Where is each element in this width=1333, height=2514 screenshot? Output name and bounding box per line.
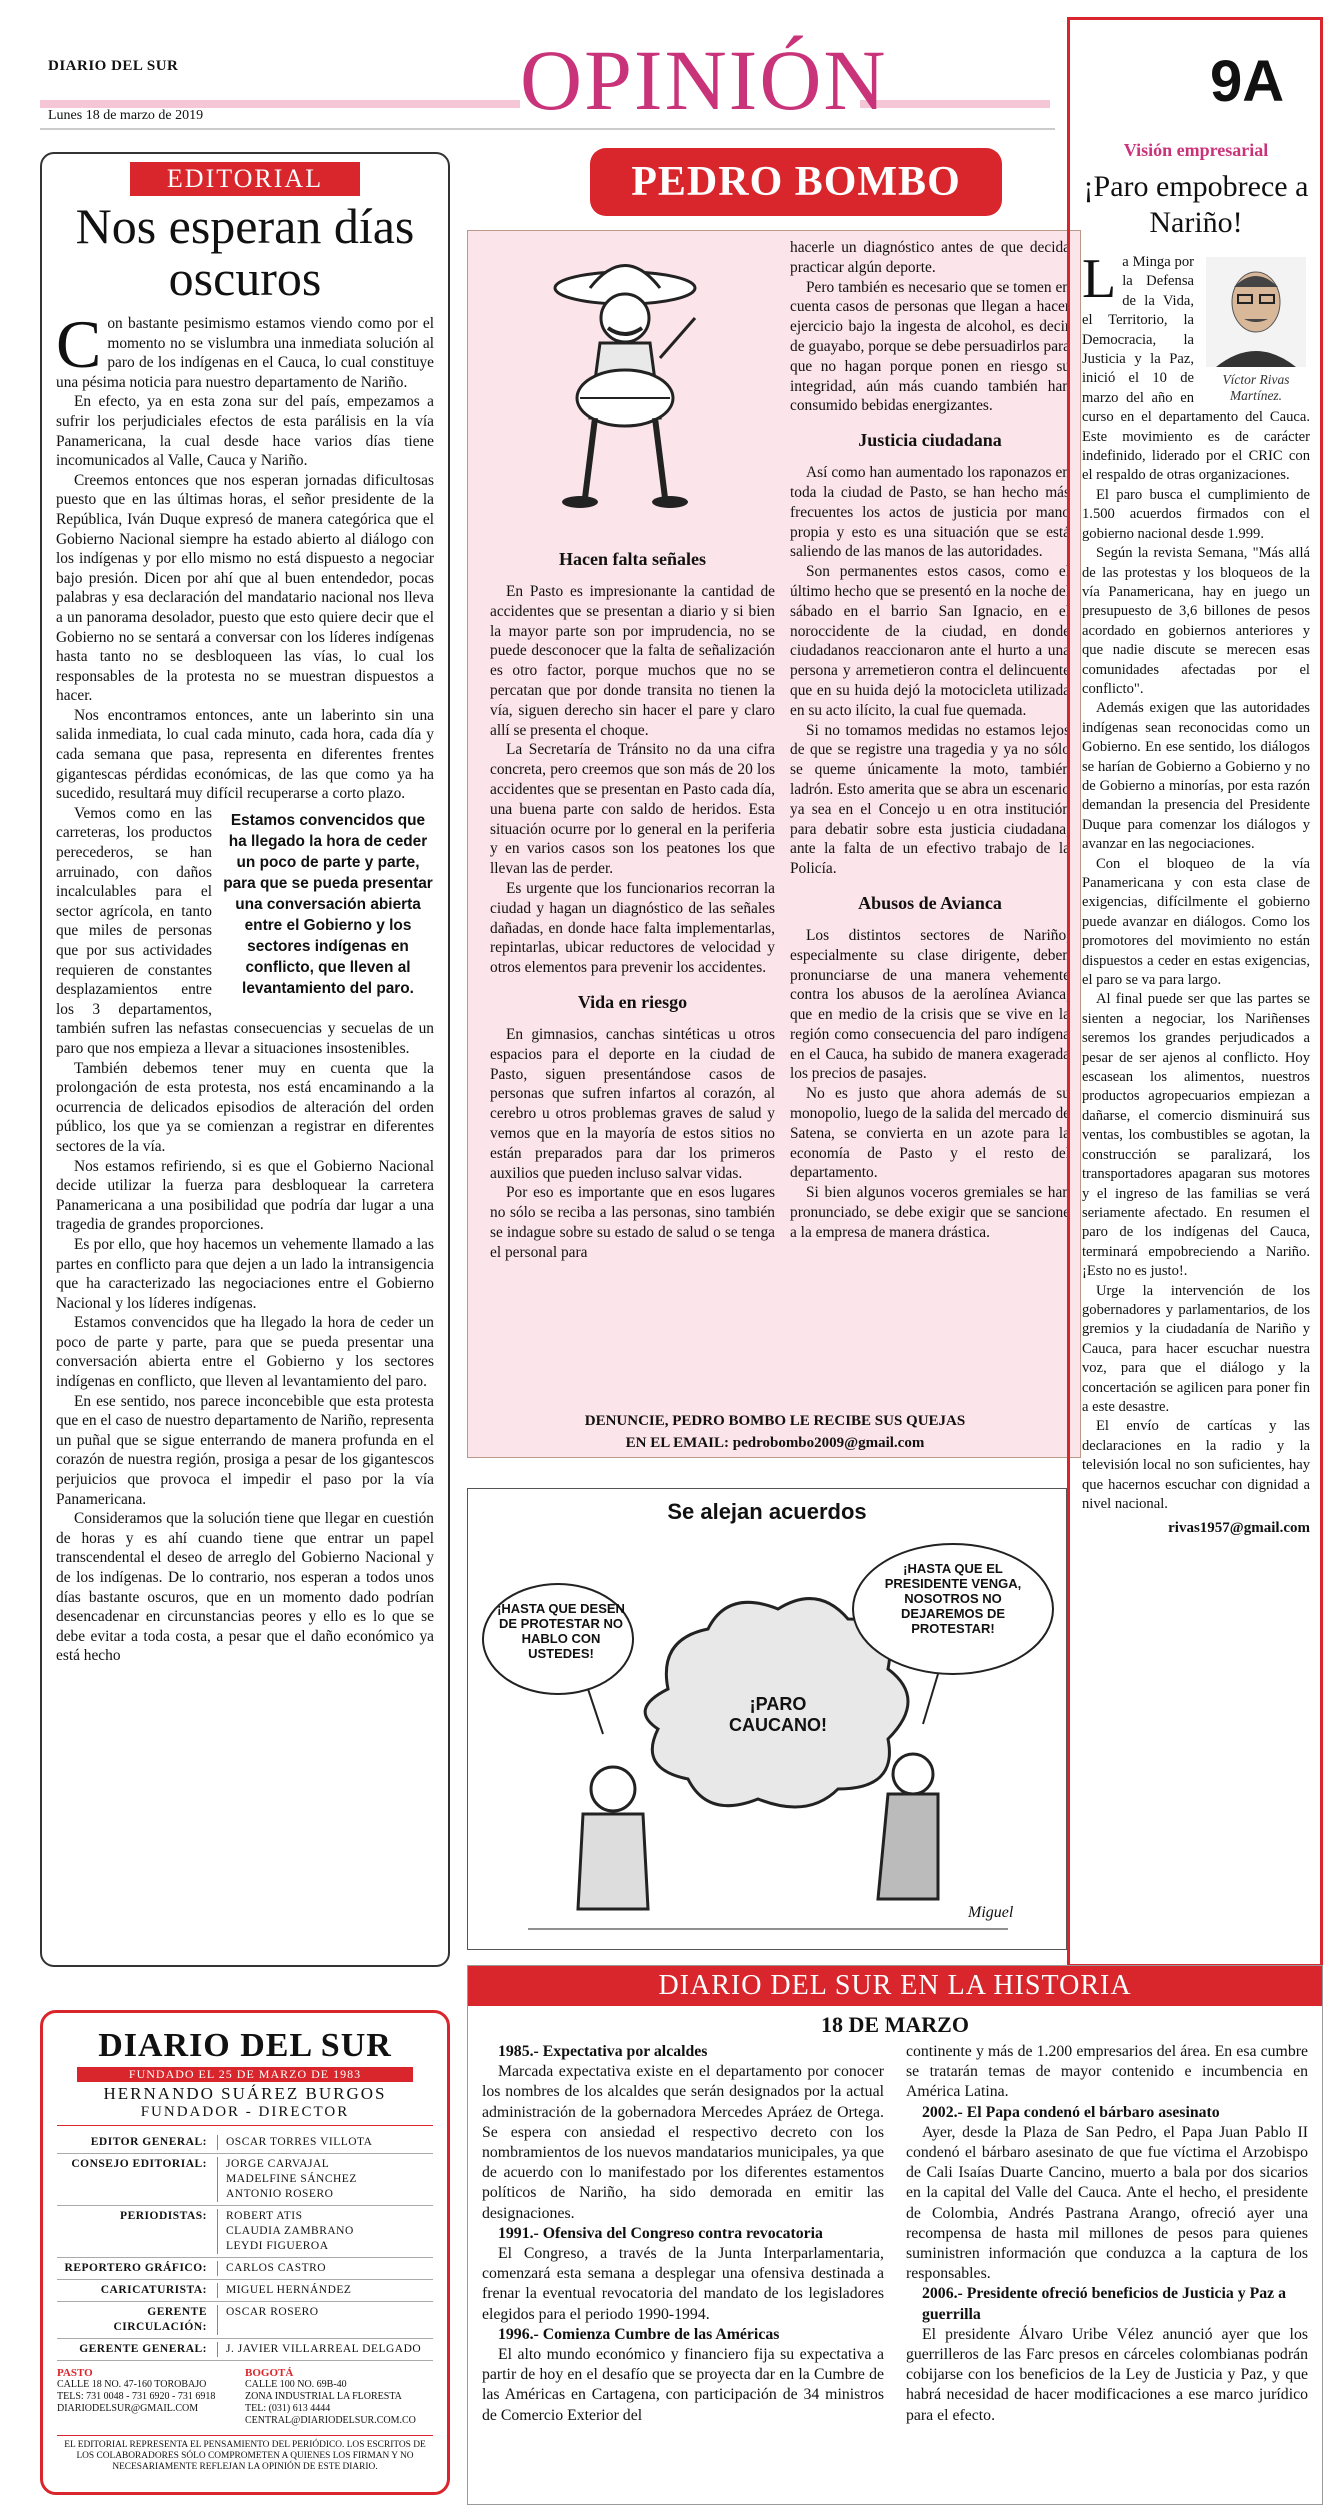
historia-entry-text: Ayer, desde la Plaza de San Pedro, el Papa Juan Pablo II condenó el bárbaro asesinato de que fue víctima el Arzobispo de Cali Isaías Duarte Cancino, muerto a bala por dos sicarios en la capital del Valle del Cauca. Ante el hecho, el presidente de Colombia, Andrés Pastrana Arango, ofreció ayer una recompensa de hasta mil millones de pesos para quienes suministren información que conduzca a la captura de los responsables. (906, 2123, 1308, 2283)
staff-brand: DIARIO DEL SUR (98, 2027, 392, 2064)
masthead-accent-bar-right (860, 100, 1050, 108)
pedro-bombo-paragraph: No es justo que ahora además de su monopolio, luego de la salida del mercado de Satena, se convierta en un azote para la economía de Pasto y el resto del departamento. (790, 1085, 1070, 1182)
column-paragraph: Al final puede ser que las partes se sienten a negociar, los Nariñenses seremos los grandes perjudicados a pesar de ser ajenos al conflicto. Hoy escasean los alimentos, nuestros productos agropecuarios empiezan a dañarse, el comercio disminuirá sus ventas, los combustibles se agotan, la construcción se paralizará, los transportadores apagaran sus motores y el ingreso de las familias se verá seriamente afectado. En resumen el paro de los indígenas del Cauca, terminará empobreciendo a Nariño. ¡Esto no es justo!. (1082, 991, 1310, 1280)
author-photo (1202, 257, 1310, 404)
staff-role: GERENTE CIRCULACIÓN: (113, 2306, 207, 2333)
pedro-bombo-paragraph: Son permanentes estos casos, como el último hecho que se presentó en la noche del sábado en el barrio San Ignacio, en el noroccidente de la ciudad, en donde ciudadanos reaccionaron ante el hurto a una persona y arremetieron contra el delincuente que en su huida dejó la motocicleta utilizada en su acto ilícito, la cual fue quemada. (790, 563, 1070, 719)
staff-names: JORGE CARVAJAL MADELFINE SÁNCHEZ ANTONIO ROSERO (217, 2157, 433, 2202)
editorial-paragraph: Nos estamos refiriendo, si es que el Gobierno Nacional decide utilizar la fuerza para desbloquear la carretera Panamericana a una posibilidad que podría dar lugar a una tragedia de grandes proporciones. (56, 1157, 434, 1234)
cartoonist-signature: Miguel (968, 1904, 1014, 1921)
historia-entry-text: Marcada expectativa existe en el departamento por conocer los nombres de los alcaldes que serán designados por la actual administración de la gobernadora Mercedes Apráez de Ortega. Se espera con ansiedad el respectivo decreto con los nombramientos de los nuevos mandatarios municipales, ya que de acuerdo con lo manifestado por los diferentes estamentos políticos de Nariño, ha sido demorada en emitir las designaciones. (482, 2063, 884, 2222)
pedro-bombo-paragraph: Los distintos sectores de Nariño, especialmente su clase dirigente, deben pronunciarse de una manera vehemente contra los abusos de la aerolínea Avianca, que en medio de la crisis que se vive en la región como consecuencia del paro indígena en el Cauca, ha subido de manera exagerada los precios de pasajes. (790, 926, 1070, 1083)
staff-role: EDITOR GENERAL: (90, 2136, 207, 2148)
editorial-disclaimer: EL EDITORIAL REPRESENTA EL PENSAMIENTO DEL PERIÓDICO. LOS ESCRITOS DE LOS COLABORADORES SÓLO COMPROMETEN A QUIENES LOS FIRMAN Y NO NECESARIAMENTE REFLEJAN LA OPINIÓN DE ESTE DIARIO. (57, 2435, 433, 2473)
staff-names: ROBERT ATIS CLAUDIA ZAMBRANO LEYDI FIGUEROA (217, 2209, 433, 2254)
editorial-paragraph: Es por ello, que hoy hacemos un vehemente llamado a las partes en conflicto para que dejen a un lado la intransigencia que ha caracterizado las negociaciones entre el Gobierno Nacional y los líderes indígenas. (56, 1235, 434, 1312)
pedro-bombo-subhead: Justicia ciudadana (858, 430, 1002, 451)
vision-empresarial-column (1067, 17, 1323, 1967)
editorial-pullquote: Estamos convencidos que ha llegado la hora de ceder un poco de parte y parte, para que se pueda presentar una conversación abierta entre el Gobierno y los sectores indígenas en conflicto, que lleven al levantamiento del paro. (223, 811, 433, 997)
column-paragraph: Urge la intervención de los gobernadores y parlamentarios, de los gremios y la ciudadanía de Nariño y Cauca, para hacer escuchar nuestra voz, para que el diálogo y la concertación se agilicen para poner fin a este desastre. (1082, 1282, 1310, 1415)
pedro-bombo-paragraph: Es urgente que los funcionarios recorran la ciudad y hagan un diagnóstico de las señales dañadas, en donde hace falta implementarlas, repintarlas, ubicar reductores de velocidad y otros elementos para prevenir los accidentes. (490, 879, 775, 977)
column-dropcap: L (1082, 248, 1117, 310)
office-address: CALLE 18 NO. 47-160 TOROBAJO TELS: 731 0048 - 731 6920 - 731 6918 DIARIODELSUR@GMAIL.COM (57, 2379, 216, 2414)
staff-names: OSCAR TORRES VILLOTA (217, 2135, 433, 2150)
office-city: BOGOTÁ (245, 2367, 294, 2379)
office-city: PASTO (57, 2367, 93, 2379)
editorial-paragraph: Vemos como en las carreteras, los productos perecederos, se han arruinado, con daños incalculables para el sector agrícola, en tanto que miles de personas que por sus actividades requieren de constantes desplazamientos entre los 3 departamentos, también sufren las nefastas consecuencias y secuelas de un paro que nos empieza a llevar a situaciones insostenibles. (56, 804, 434, 1057)
historia-section (467, 1965, 1323, 2505)
editorial-dropcap: C (56, 306, 102, 382)
staff-names: J. JAVIER VILLARREAL DELGADO (217, 2342, 433, 2357)
masthead-brand: DIARIO DEL SUR (48, 58, 179, 74)
staff-row (57, 2206, 433, 2258)
founder-title: FUNDADOR - DIRECTOR (57, 2104, 433, 2126)
staff-row (57, 2258, 433, 2280)
column-kicker: Visión empresarial (1123, 140, 1269, 160)
staff-role: GERENTE GENERAL: (79, 2343, 207, 2355)
masthead-rule (40, 128, 1055, 130)
office-address: CALLE 100 NO. 69B-40 ZONA INDUSTRIAL LA FLORESTA TEL: (031) 613 4444 CENTRAL@DIARIODELSUR.COM.CO (245, 2379, 416, 2426)
pedro-bombo-subhead: Abusos de Avianca (858, 892, 1002, 913)
historia-entry-heading: 2006.- Presidente ofreció beneficios de Justicia y Paz a guerrilla (922, 2285, 1286, 2323)
historia-entry-text: El alto mundo económico y financiero fija su expectativa a partir de hoy en el desafío que se proyecta dar en la Cumbre de las Américas en Cartagena, con participación de 34 ministros de Comercio Exterior del (482, 2346, 884, 2424)
pedro-bombo-paragraph: En gimnasios, canchas sintéticas u otros espacios para el deporte en la ciudad de Pasto, siguen presentándose casos de personas que sufren infartos al corazón, al cerebro u otros problemas graves de salud y vemos que en la mayoría de estos sitios no están preparados para dar los primeros auxilios que pueden incluso salvar vidas. (490, 1025, 775, 1182)
author-portrait-icon (1206, 257, 1306, 367)
editorial-paragraph: En ese sentido, nos parece inconcebible que esta protesta que en el caso de nuestro departamento de Nariño, representa un puñal que se sigue enterrando de manera profunda en el corazón de nuestra región, prosiga a pesar de los gigantescos perjuicios que provoca el impedir el paso por la vía Panamericana. (56, 1392, 434, 1508)
column-paragraph: El envío de cartícas y las declaraciones en la radio y la televisión local no son suficientes, hay que hacernos escuchar con dignidad a nivel nacional. (1082, 1418, 1310, 1512)
pedro-bombo-banner: PEDRO BOMBO (590, 148, 1002, 216)
staff-row (57, 2132, 433, 2154)
staff-box (40, 2010, 450, 2495)
staff-row (57, 2154, 433, 2206)
editorial-paragraph: on bastante pesimismo estamos viendo como por el momento no se vislumbra una inmediata solución al paro de los indígenas en el Cauca, lo cual constituye una pésima noticia para nuestro departamento de Nariño. (56, 315, 434, 391)
staff-role: REPORTERO GRÁFICO: (64, 2262, 207, 2274)
historia-entry-text: continente y más de 1.200 empresarios del área. En esa cumbre se tratarán temas de mayor contenido e incumbencia en América Latina. (906, 2043, 1308, 2101)
editorial-tag: EDITORIAL (130, 162, 360, 196)
publication-date: Lunes 18 de marzo de 2019 (48, 108, 204, 123)
editorial-headline: Nos esperan días oscuros (75, 198, 415, 306)
cartoon-speech-bubble-left: ¡HASTA QUE DESEN DE PROTESTAR NO HABLO CON USTEDES! (497, 1601, 625, 1661)
pedro-bombo-paragraph: La Secretaría de Tránsito no da una cifra concreta, pero creemos que son más de 20 los accidentes que se presentan en Pasto cada día, una buena parte con saldo de heridos. Esta situación ocurre por lo general en la periferia y en varios casos son los peatones los que llevan las de perder. (490, 741, 775, 878)
cartoon-speech-bubble-right: ¡HASTA QUE EL PRESIDENTE VENGA, NOSOTROS NO DEJAREMOS DE PROTESTAR! (884, 1561, 1022, 1636)
editorial-box (40, 152, 450, 1967)
founding-date: FUNDADO EL 25 DE MARZO DE 1983 (77, 2067, 413, 2082)
historia-entry-heading: 1996.- Comienza Cumbre de las Américas (498, 2325, 780, 2343)
historia-columns (468, 2042, 1322, 2426)
staff-row (57, 2280, 433, 2302)
column-paragraph: a Minga por la Defensa de la Vida, el Territorio, la Democracia, la Justicia y la Paz, inició el 10 de marzo del año en curso en el departamento del Cauca. Este movimiento es de carácter indefinido, liderado por el CRIC con el respaldo de otras organizaciones. (1082, 254, 1310, 484)
pedro-bombo-paragraph: Así como han aumentado los raponazos en toda la ciudad de Pasto, se han hecho más frecuentes los actos de justicia por mano propia y esto es una situación que se está saliendo de las manos de las autoridades. (790, 464, 1070, 561)
pedro-bombo-subhead: Hacen falta señales (559, 549, 706, 569)
column-paragraph: Además exigen que las autoridades indígenas sean reconocidas como un Gobierno. En ese sentido, los diálogos se harían de Gobierno a Gobierno y no de Gobierno a minorías, por esta razón demandan la presencia del Presidente Duque para comenzar los diálogos y avanzar en las negociaciones. (1082, 700, 1310, 853)
editorial-paragraph: También debemos tener muy en cuenta que la prolongación de esta protesta, nos está encaminando a la ocurrencia de delicados episodios de alteración del orden público, los que ya se comienzan a registrar en diferentes sectores de la vía. (56, 1059, 434, 1155)
editorial-paragraph: En efecto, ya en esta zona sur del país, empezamos a sufrir los perjudiciales efectos de esta parálisis en la vía Panamericana, la cual desde hace varios días tiene incomunicados al Valle, Cauca y Nariño. (56, 393, 434, 470)
founder-name: HERNANDO SUÁREZ BURGOS (103, 2084, 387, 2103)
staff-role: CARICATURISTA: (100, 2284, 207, 2296)
historia-banner: DIARIO DEL SUR EN LA HISTORIA (468, 1966, 1322, 2006)
historia-entry-text: El Congreso, a través de la Junta Interparlamentaria, comenzará esta semana a desplegar una ofensiva destinada a frenar la eventual revocatoria del mandato de los legisladores elegidos para el periodo 1990-1994. (482, 2245, 884, 2323)
pedro-bombo-contact (480, 1410, 1070, 1454)
column-paragraph: Con el bloqueo de la vía Panamericana y con esta clase de exigencias, difícilmente el gobierno puede avanzar en diálogos. Como los promotores del movimiento no están dispuestos a ceder en estas exigencias, el paro se va para largo. (1082, 855, 1310, 989)
staff-names: MIGUEL HERNÁNDEZ (217, 2283, 433, 2298)
pedro-bombo-paragraph: Por eso es importante que en esos lugares no sólo se reciba a las personas, sino también se indague sobre su estado de salud o se tenga el personal para (490, 1184, 775, 1261)
staff-names: CARLOS CASTRO (217, 2261, 433, 2276)
pedro-bombo-drummer-illustration (520, 248, 730, 518)
pedro-bombo-paragraph: Si no tomamos medidas no estamos lejos de que se registre una tragedia y ya no sólo se queme únicamente la moto, también ladrón. Esto amerita que se abra un escenario ya sea en el Concejo u en otra institución para debatir sobre esta justicia ciudadana, ante la falta de un efectivo trabajo de la Policía. (790, 721, 1070, 878)
pedro-bombo-contact-line: DENUNCIE, PEDRO BOMBO LE RECIBE SUS QUEJAS (584, 1413, 966, 1429)
editorial-paragraph: Nos encontramos entonces, ante un laberinto sin una salida inmediata, lo cual cada minuto, cada hora, cada día y cada semana que pasa, representa en diferentes frentes gigantescas pérdidas económicas, de las que como ya ha sucedido, resultará muy difícil recuperarse a corto plazo. (56, 706, 434, 803)
staff-role: PERIODISTAS: (120, 2210, 207, 2222)
author-email: rivas1957@gmail.com (1168, 1520, 1310, 1537)
pedro-bombo-paragraph: hacerle un diagnóstico antes de que decida practicar algún deporte. (790, 239, 1070, 276)
pedro-bombo-paragraph: En Pasto es impresionante la cantidad de accidentes que se presentan a diario y si bien la mayor parte son por imprudencia, no se puede desconocer que la falta de señalización es otro factor, porque muchos que no se percatan que por donde transita no tienen la vía, siguen derecho sin hacer el pare y claro allí se presenta el choque. (490, 583, 775, 739)
column-headline: ¡Paro empobrece a Nariño! (1083, 170, 1309, 239)
cartoon-title: Se alejan acuerdos (667, 1499, 867, 1524)
historia-date: 18 DE MARZO (821, 2012, 969, 2037)
pedro-bombo-paragraph: Si bien algunos voceros gremiales se han pronunciado, se debe exigir que se sancione a la empresa de manera drástica. (790, 1184, 1070, 1241)
pedro-bombo-column-1 (490, 535, 775, 1263)
editorial-paragraph: Estamos convencidos que ha llegado la hora de ceder un poco de parte y parte, para que se pueda presentar una conversación abierta entre el Gobierno y los sectores indígenas en conflicto, que lleven al levantamiento del paro. (56, 1314, 434, 1391)
editorial-paragraph: Creemos entonces que nos esperan jornadas dificultosas puesto que en las últimas horas, el señor presidente de la República, Iván Duque expresó de manera categórica que el Gobierno Nacional siempre ha estado abierto al diálogo con los indígenas y por ello mismo no está dispuesto a negociar bajo presión. Dicen por ahí que al buen entendedor, pocas palabras y esa declaración del mandatario nacional nos lleva a un panorama desolador, puesto que esto quiere decir que el Gobierno no se sentará a conversar con los líderes indígenas hasta tanto no se desbloqueen las vías, lo cual los responsables de la protesta no se muestran dispuestos a hacer. (56, 471, 434, 705)
editorial-body (56, 306, 434, 1666)
staff-role: CONSEJO EDITORIAL: (71, 2158, 207, 2170)
historia-column-1 (482, 2042, 884, 2426)
historia-entry-heading: 1985.- Expectativa por alcaldes (498, 2043, 708, 2060)
column-paragraph: Según la revista Semana, "Más allá de las protestas y los bloqueos de la vía Panamericana, hay en juego un presupuesto de 3,6 billones de pesos acordado en gobiernos anteriores y que nadie discute se merecen esas comunidades afectadas por el conflicto". (1082, 545, 1310, 697)
historia-entry-text: El presidente Álvaro Uribe Vélez anunció ayer que los guerrilleros de las Farc presos en cárceles colombianas podrán cobijarse con los beneficios de la Ley de Justicia y Paz, y que habrá necesidad de hacer modificaciones a ese marco jurídico para el efecto. (906, 2325, 1308, 2424)
section-title: OPINIÓN (520, 32, 888, 128)
staff-row (57, 2302, 433, 2339)
office-addresses (57, 2367, 433, 2427)
pedro-bombo-column-2 (790, 238, 1070, 1243)
page-number: 9A (1210, 49, 1285, 114)
cartoon-cloud-text: ¡PARO CAUCANO! (729, 1694, 827, 1735)
staff-names: OSCAR ROSERO (217, 2305, 433, 2335)
editorial-paragraph: Consideramos que la solución tiene que llegar en cuestión de horas y es ahí cuando tiene que entrar un papel transcendental el deseo de arreglo del Gobierno Nacional y de los indígenas. De lo contrario, nos esperan a todos unos días bastante oscuros, que en un momento dado podrían desencadenar en circunstancias peores y ello es lo que se debe evitar a toda costa, a pesar que el daño económico ya está hecho (56, 1510, 434, 1665)
staff-row (57, 2339, 433, 2361)
historia-entry-heading: 2002.- El Papa condenó el bárbaro asesinato (922, 2103, 1220, 2121)
masthead-accent-bar (40, 100, 520, 108)
pedro-bombo-paragraph: Pero también es necesario que se tomen en cuenta casos de personas que llegan a hacer ejercicio bajo la ingesta de alcohol, es decir de guayabo, porque se debe persuadirlos para que no hagan porque ponen en riesgo su integridad, aún más cuando también han consumido bebidas energizantes. (790, 278, 1070, 415)
column-body (1082, 248, 1310, 1514)
staff-list (57, 2132, 433, 2361)
office-pasto (57, 2367, 245, 2427)
office-bogota (245, 2367, 433, 2427)
pedro-bombo-subhead: Vida en riesgo (577, 991, 688, 1012)
column-paragraph: El paro busca el cumplimiento de 1.500 acuerdos firmados con el gobierno nacional desde 1.999. (1082, 486, 1310, 542)
author-name: Víctor Rivas Martínez. (1222, 372, 1290, 403)
historia-entry-heading: 1991.- Ofensiva del Congreso contra revocatoria (498, 2224, 823, 2242)
pedro-bombo-contact-email: EN EL EMAIL: pedrobombo2009@gmail.com (625, 1435, 925, 1451)
historia-column-2 (906, 2042, 1308, 2426)
editorial-cartoon (467, 1488, 1067, 1950)
